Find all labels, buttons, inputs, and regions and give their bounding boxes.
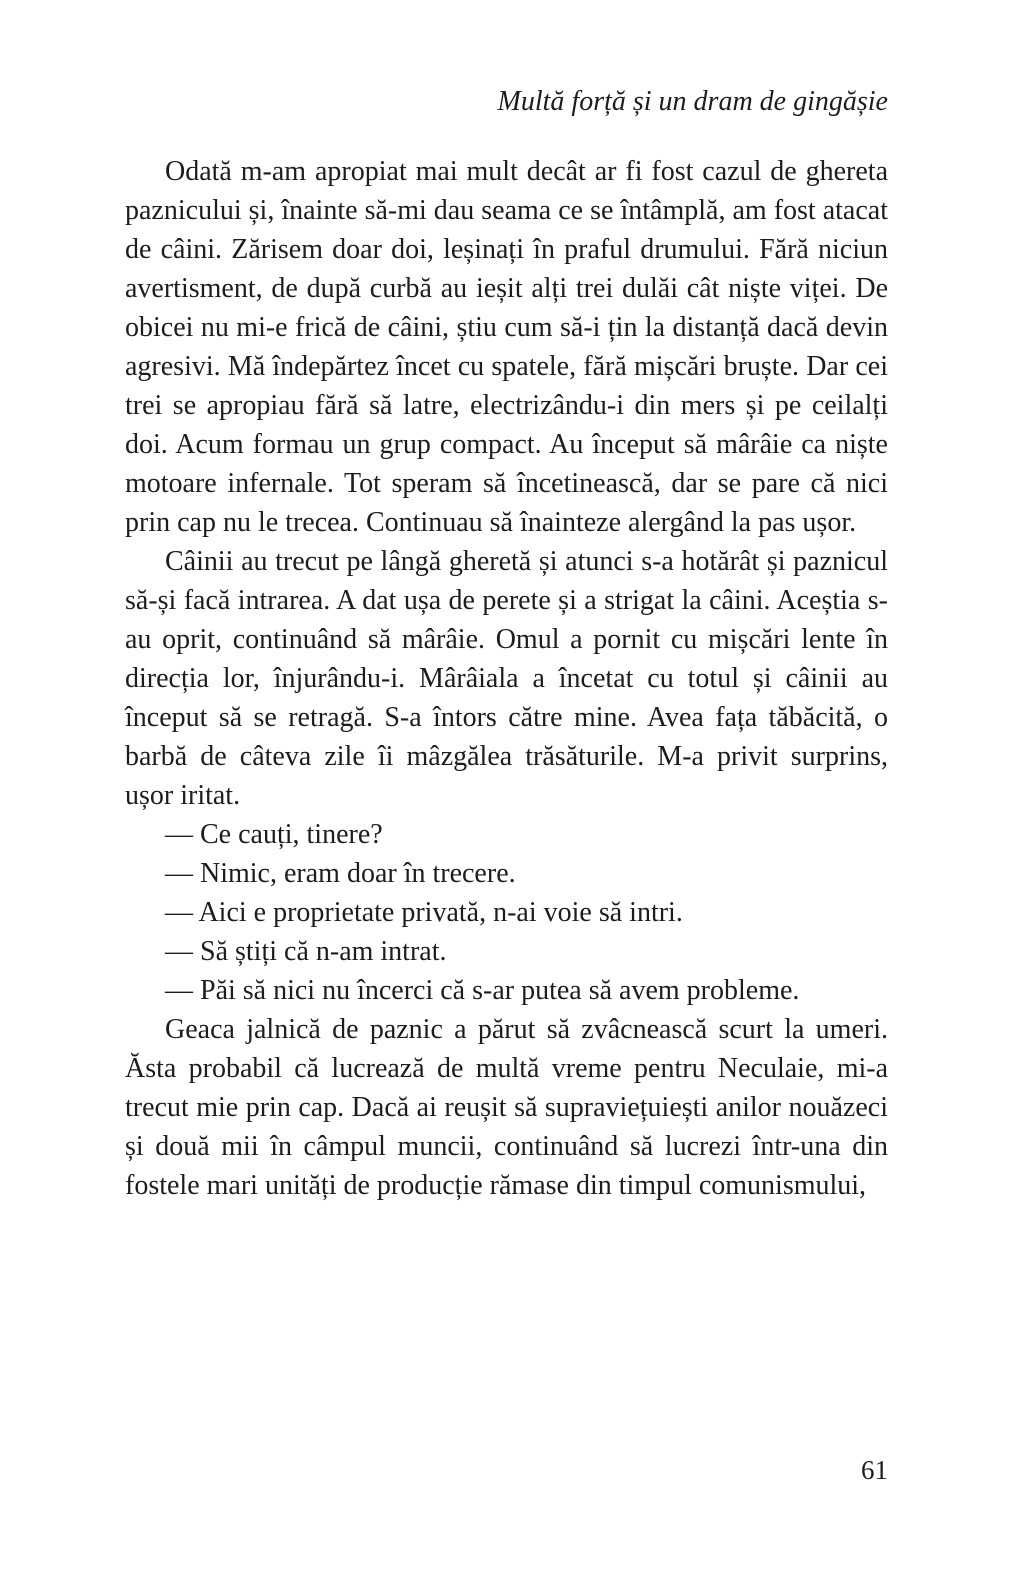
body-text bbox=[125, 152, 888, 1205]
paragraph: — Să știți că n-am intrat. bbox=[165, 936, 447, 967]
paragraph: — Ce cauți, tinere? bbox=[165, 819, 383, 850]
running-header: Multă forță și un dram de gingășie bbox=[497, 86, 888, 117]
paragraph: — Păi să nici nu încerci că s-ar putea să avem probleme. bbox=[165, 975, 800, 1006]
paragraph: Câinii au trecut pe lângă gheretă și atunci s-a hotărât și paznicul să-și facă intrarea. A dat ușa de perete și a strigat la câini. Aceștia s-au oprit, continuând să mârâie. Omul a pornit cu mișcări lente în direcția lor, înjurându-i. Mârâiala a încetat cu totul și câinii au început să se retragă. S-a întors către mine. Avea fața tăbăcită, o barbă de câteva zile îi mâzgălea trăsăturile. M-a privit surprins, ușor iritat. bbox=[125, 546, 888, 811]
paragraph: — Nimic, eram doar în trecere. bbox=[165, 858, 516, 889]
page-number: 61 bbox=[861, 1455, 888, 1485]
paragraph: Odată m-am apropiat mai mult decât ar fi fost cazul de ghereta paznicului și, înainte să-mi dau seama ce se întâmplă, am fost atacat de câini. Zărisem doar doi, leșinați în praful drumului. Fără niciun avertisment, de după curbă au ieșit alți trei dulăi cât niște viței. De obicei nu mi-e frică de câini, știu cum să-i țin la distanță dacă devin agresivi. Mă îndepărtez încet cu spatele, fără mișcări bruște. Dar cei trei se apropiau fără să latre, electrizându-i din mers și pe ceilalți doi. Acum formau un grup compact. Au început să mârâie ca niște motoare infernale. Tot speram să încetinească, dar se pare că nici prin cap nu le trecea. Continuau să înainteze alergând la pas ușor. bbox=[125, 156, 888, 538]
paragraph: — Aici e proprietate privată, n-ai voie să intri. bbox=[165, 897, 683, 928]
paragraph: Geaca jalnică de paznic a părut să zvâcnească scurt la umeri. Ăsta probabil că lucrează de multă vreme pentru Neculaie, mi-a trecut mie prin cap. Dacă ai reușit să supraviețuiești anilor nouăzeci și două mii în câmpul muncii, continuând să lucrezi într-una din fostele mari unități de producție rămase din timpul comunismului, bbox=[125, 1014, 888, 1201]
